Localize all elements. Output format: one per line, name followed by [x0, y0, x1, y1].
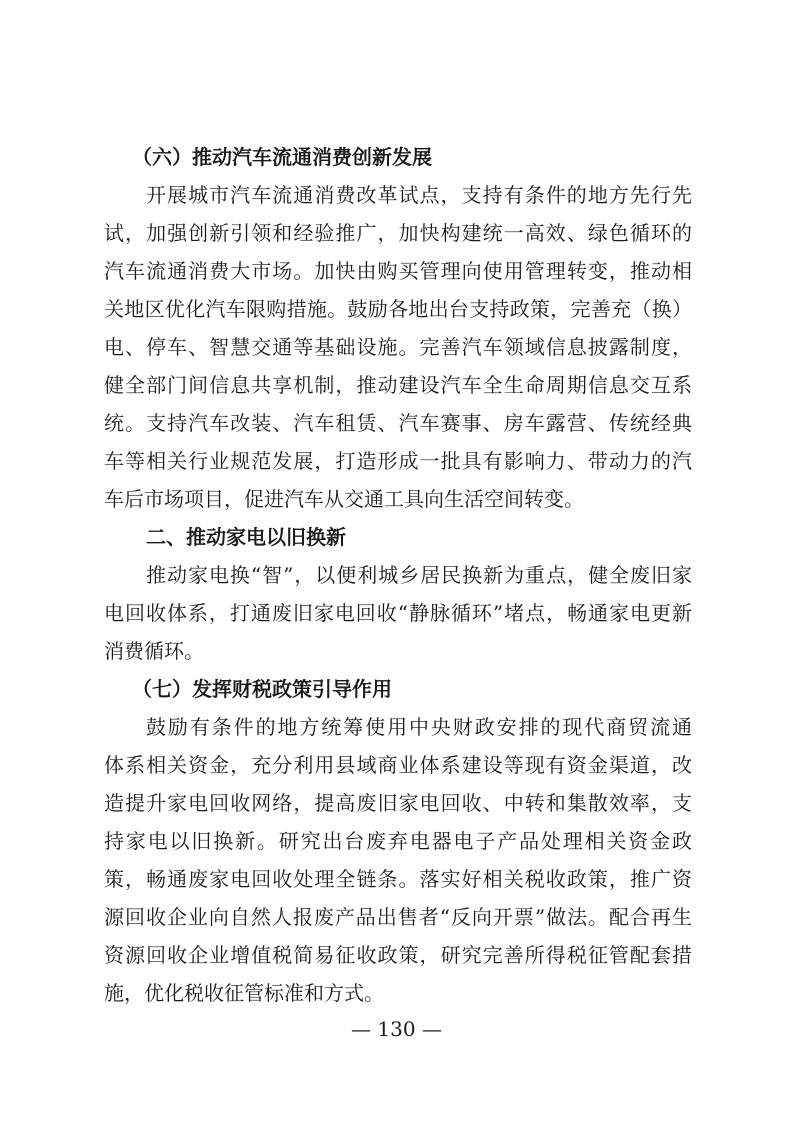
- section-6-heading: （六）推动汽车流通消费创新发展: [132, 145, 432, 169]
- paragraph-line: 体系相关资金，充分利用县域商业体系建设等现有资金渠道，改: [104, 753, 692, 777]
- paragraph-line: 策，畅通废家电回收处理全链条。落实好相关税收政策，推广资: [104, 867, 692, 891]
- paragraph-line: 鼓励有条件的地方统筹使用中央财政安排的现代商贸流通: [146, 715, 692, 739]
- paragraph-line: 试，加强创新引领和经验推广，加快构建统一高效、绿色循环的: [104, 221, 692, 245]
- section-6-paragraph: [104, 176, 692, 518]
- paragraph-line: 电回收体系，打通废旧家电回收“静脉循环”堵点，畅通家电更新: [104, 601, 692, 625]
- section-2-paragraph: [104, 556, 692, 670]
- paragraph-line: 关地区优化汽车限购措施。鼓励各地出台支持政策，完善充（换）: [104, 297, 692, 321]
- section-7-heading: （七）发挥财税政策引导作用: [132, 677, 392, 701]
- paragraph-line: 推动家电换“智”，以便利城乡居民换新为重点，健全废旧家: [146, 563, 692, 587]
- paragraph-line: 持家电以旧换新。研究出台废弃电器电子产品处理相关资金政: [104, 829, 692, 853]
- section-2-heading: 二、推动家电以旧换新: [146, 525, 346, 549]
- section-7-paragraph: [104, 708, 692, 1012]
- paragraph-line: 消费循环。: [104, 639, 204, 663]
- paragraph-line: 汽车流通消费大市场。加快由购买管理向使用管理转变，推动相: [104, 259, 692, 283]
- document-body: [104, 138, 692, 1012]
- paragraph-line: 施，优化税收征管标准和方式。: [104, 981, 384, 1005]
- paragraph-line: 资源回收企业增值税简易征收政策，研究完善所得税征管配套措: [104, 943, 692, 967]
- paragraph-line: 造提升家电回收网络，提高废旧家电回收、中转和集散效率，支: [104, 791, 692, 815]
- paragraph-line: 源回收企业向自然人报废产品出售者“反向开票”做法。配合再生: [104, 905, 692, 929]
- paragraph-line: 健全部门间信息共享机制，推动建设汽车全生命周期信息交互系: [104, 373, 692, 397]
- paragraph-line: 电、停车、智慧交通等基础设施。完善汽车领域信息披露制度，: [104, 335, 692, 359]
- page-number: — 130 —: [351, 1017, 442, 1041]
- paragraph-line: 车等相关行业规范发展，打造形成一批具有影响力、带动力的汽: [104, 449, 692, 473]
- paragraph-line: 开展城市汽车流通消费改革试点，支持有条件的地方先行先: [146, 183, 692, 207]
- paragraph-line: 车后市场项目，促进汽车从交通工具向生活空间转变。: [104, 487, 584, 511]
- paragraph-line: 统。支持汽车改装、汽车租赁、汽车赛事、房车露营、传统经典: [104, 411, 692, 435]
